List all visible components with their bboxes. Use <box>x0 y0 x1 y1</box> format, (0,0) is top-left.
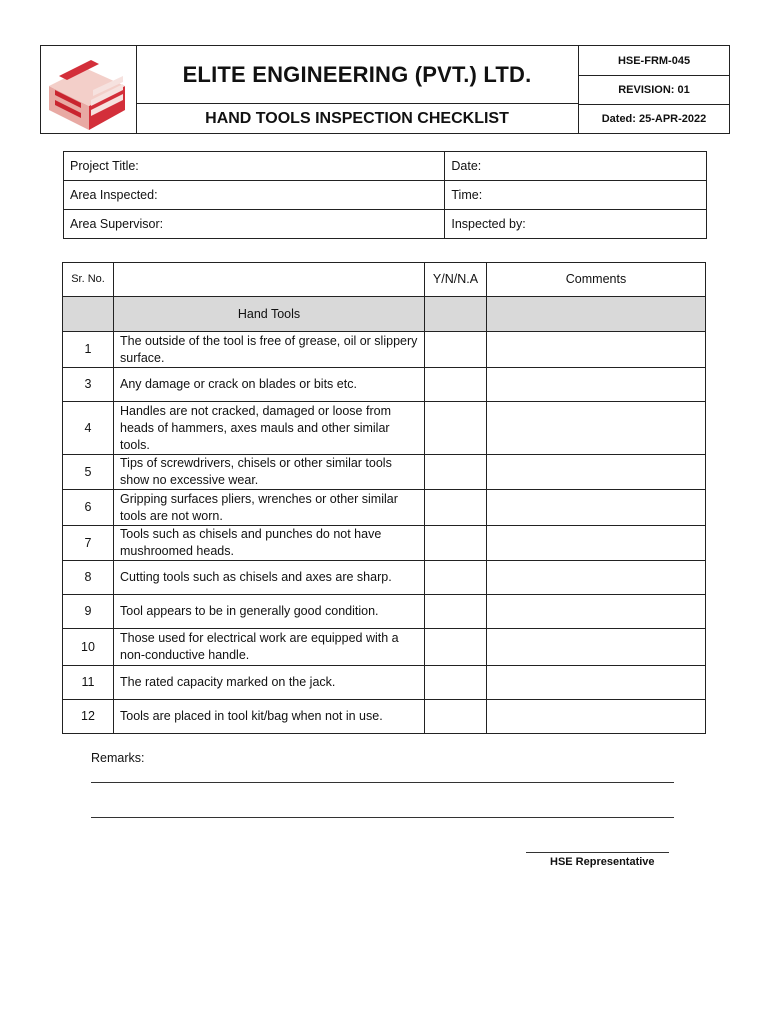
revision: REVISION: 01 <box>578 75 730 104</box>
section-title: Hand Tools <box>114 297 425 332</box>
section-row <box>63 297 706 332</box>
form-header <box>40 45 730 134</box>
company-name: ELITE ENGINEERING (PVT.) LTD. <box>136 46 578 104</box>
info-row <box>64 181 707 210</box>
row-item-text: Tools are placed in tool kit/bag when not in use. <box>114 700 425 734</box>
form-meta <box>578 46 730 133</box>
row-yn-cell[interactable] <box>425 368 487 402</box>
row-item-text: Tool appears to be in generally good condition. <box>114 595 425 629</box>
signature-line[interactable] <box>526 852 669 853</box>
form-title: HAND TOOLS INSPECTION CHECKLIST <box>205 109 509 127</box>
table-row <box>63 455 706 490</box>
col-comments-header: Comments <box>487 263 706 297</box>
area-inspected-field[interactable]: Area Inspected: <box>64 181 445 210</box>
remarks-label: Remarks: <box>91 751 145 765</box>
row-comments-cell[interactable] <box>487 526 706 561</box>
row-comments-cell[interactable] <box>487 629 706 666</box>
row-sr-number: 10 <box>63 629 114 666</box>
row-item-text: Any damage or crack on blades or bits etc. <box>114 368 425 402</box>
remarks-line-1[interactable] <box>91 782 674 783</box>
row-comments-cell[interactable] <box>487 368 706 402</box>
row-item-text: The outside of the tool is free of grease, oil or slippery surface. <box>114 332 425 368</box>
row-yn-cell[interactable] <box>425 455 487 490</box>
row-item-text: Those used for electrical work are equipped with a non-conductive handle. <box>114 629 425 666</box>
form-code: HSE-FRM-045 <box>617 54 691 67</box>
checklist-table <box>62 262 706 734</box>
row-comments-cell[interactable] <box>487 455 706 490</box>
row-comments-cell[interactable] <box>487 666 706 700</box>
row-yn-cell[interactable] <box>425 561 487 595</box>
row-item-text: Tips of screwdrivers, chisels or other similar tools show no excessive wear. <box>114 455 425 490</box>
dated: Dated: 25-APR-2022 <box>578 104 730 133</box>
row-yn-cell[interactable] <box>425 629 487 666</box>
row-sr-number: 9 <box>63 595 114 629</box>
project-title-field[interactable]: Project Title: <box>64 152 445 181</box>
row-comments-cell[interactable] <box>487 561 706 595</box>
remarks-line-2[interactable] <box>91 817 674 818</box>
table-row <box>63 700 706 734</box>
col-yn-header: Y/N/N.A <box>425 263 487 297</box>
section-sr-cell <box>63 297 114 332</box>
header-title-area <box>136 46 579 133</box>
signature-label: HSE Representative <box>550 856 655 868</box>
row-yn-cell[interactable] <box>425 332 487 368</box>
inspected-by-field[interactable]: Inspected by: <box>445 210 707 239</box>
row-item-text: The rated capacity marked on the jack. <box>114 666 425 700</box>
row-sr-number: 7 <box>63 526 114 561</box>
row-sr-number: 11 <box>63 666 114 700</box>
row-item-text: Cutting tools such as chisels and axes are sharp. <box>114 561 425 595</box>
info-table <box>63 151 707 239</box>
row-item-text: Tools such as chisels and punches do not have mushroomed heads. <box>114 526 425 561</box>
table-row <box>63 402 706 455</box>
row-yn-cell[interactable] <box>425 526 487 561</box>
row-sr-number: 3 <box>63 368 114 402</box>
table-row <box>63 490 706 526</box>
col-item-header <box>114 263 425 297</box>
row-yn-cell[interactable] <box>425 595 487 629</box>
row-yn-cell[interactable] <box>425 666 487 700</box>
table-row <box>63 561 706 595</box>
row-item-text: Gripping surfaces pliers, wrenches or other similar tools are not worn. <box>114 490 425 526</box>
time-field[interactable]: Time: <box>445 181 707 210</box>
row-comments-cell[interactable] <box>487 700 706 734</box>
row-item-text: Handles are not cracked, damaged or loose from heads of hammers, axes mauls and other similar tools. <box>114 402 425 455</box>
row-sr-number: 12 <box>63 700 114 734</box>
info-row <box>64 152 707 181</box>
table-row <box>63 629 706 666</box>
area-supervisor-field[interactable]: Area Supervisor: <box>64 210 445 239</box>
row-comments-cell[interactable] <box>487 490 706 526</box>
table-row <box>63 595 706 629</box>
table-row <box>63 368 706 402</box>
table-row <box>63 332 706 368</box>
row-comments-cell[interactable] <box>487 402 706 455</box>
info-row <box>64 210 707 239</box>
row-yn-cell[interactable] <box>425 700 487 734</box>
section-comments-cell <box>487 297 706 332</box>
row-yn-cell[interactable] <box>425 490 487 526</box>
col-sr-header: Sr. No. <box>63 263 114 297</box>
header-row <box>63 263 706 297</box>
row-sr-number: 4 <box>63 402 114 455</box>
date-field[interactable]: Date: <box>445 152 707 181</box>
logo-cell <box>41 46 137 133</box>
company-logo-icon <box>41 46 136 133</box>
row-comments-cell[interactable] <box>487 332 706 368</box>
section-yn-cell <box>425 297 487 332</box>
row-comments-cell[interactable] <box>487 595 706 629</box>
row-sr-number: 1 <box>63 332 114 368</box>
row-sr-number: 5 <box>63 455 114 490</box>
table-row <box>63 526 706 561</box>
row-sr-number: 6 <box>63 490 114 526</box>
row-yn-cell[interactable] <box>425 402 487 455</box>
row-sr-number: 8 <box>63 561 114 595</box>
table-row <box>63 666 706 700</box>
